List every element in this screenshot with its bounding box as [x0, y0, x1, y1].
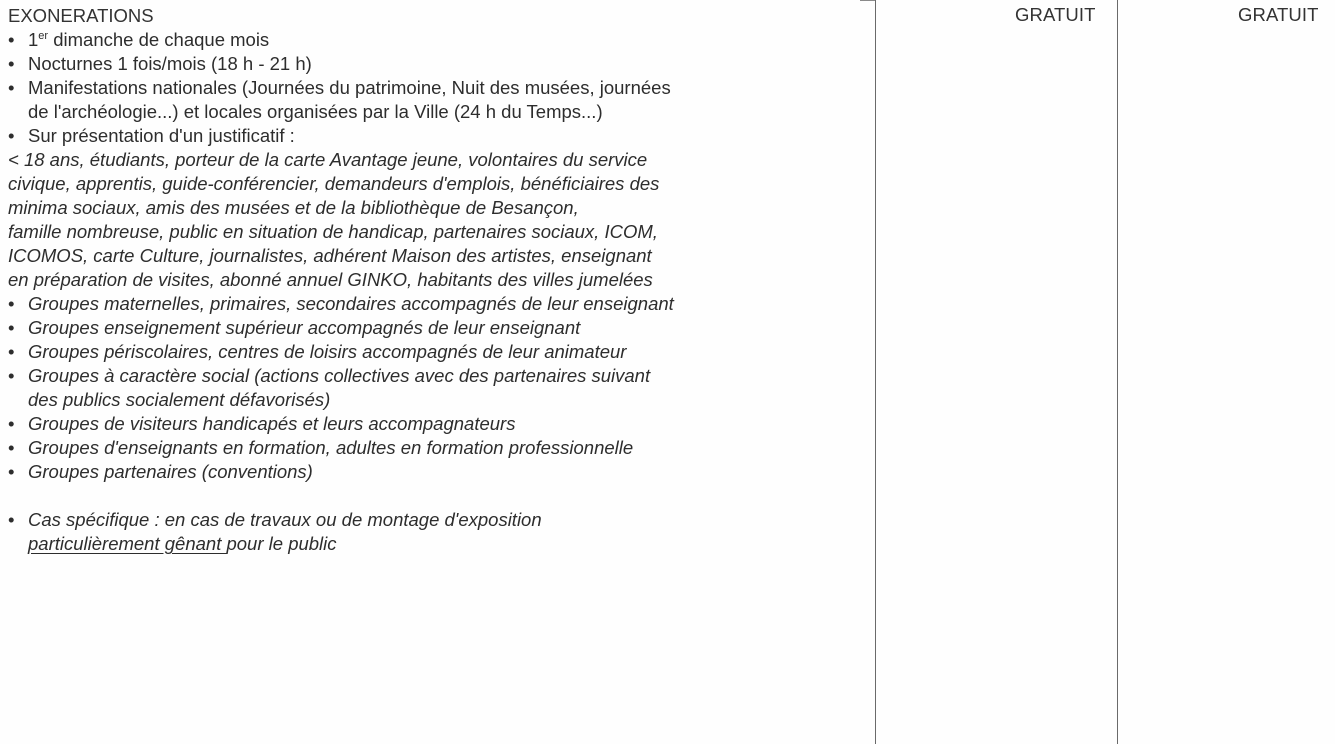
spacer — [8, 484, 868, 508]
beneficiaires-line: en préparation de visites, abonné annuel GINKO, habitants des villes jumelées — [8, 269, 653, 290]
list-item-groupes-superieur: • Groupes enseignement supérieur accompagnés de leur enseignant — [8, 317, 581, 338]
price-cell-col1: GRATUIT — [1015, 4, 1096, 25]
column-divider-1 — [875, 0, 876, 744]
list-item-groupes-scolaires: • Groupes maternelles, primaires, secondaires accompagnés de leur enseignant — [8, 293, 674, 314]
bullet: • — [8, 29, 15, 50]
list-item-groupes-formation: • Groupes d'enseignants en formation, adultes en formation professionnelle — [8, 437, 634, 458]
list-item-justificatif: • Sur présentation d'un justificatif : — [8, 125, 295, 146]
list-item-groupes-partenaires: • Groupes partenaires (conventions) — [8, 461, 313, 482]
section-heading: EXONERATIONS — [8, 5, 154, 26]
beneficiaires-line: famille nombreuse, public en situation de handicap, partenaires sociaux, ICOM, — [8, 221, 658, 242]
bullet: • — [8, 125, 15, 146]
underlined-text: particulièrement gênant — [28, 533, 227, 554]
bullet: • — [8, 437, 15, 458]
beneficiaires-line: ICOMOS, carte Culture, journalistes, adhérent Maison des artistes, enseignant — [8, 245, 652, 266]
list-item-first-sunday: • 1er dimanche de chaque mois — [8, 29, 270, 50]
bullet: • — [8, 509, 15, 530]
list-item-groupes-periscolaires: • Groupes périscolaires, centres de loisirs accompagnés de leur animateur — [8, 341, 627, 362]
table-top-border — [860, 0, 876, 1]
list-item-cas-specifique-cont: particulièrement gênant pour le public — [28, 533, 337, 554]
bullet: • — [8, 53, 15, 74]
exonerations-cell — [8, 4, 868, 556]
bullet: • — [8, 77, 15, 98]
list-item-manifestations-cont: de l'archéologie...) et locales organisées par la Ville (24 h du Temps...) — [28, 101, 603, 122]
beneficiaires-line: < 18 ans, étudiants, porteur de la carte Avantage jeune, volontaires du service — [8, 149, 648, 170]
bullet: • — [8, 317, 15, 338]
bullet: • — [8, 461, 15, 482]
list-item-cas-specifique: • Cas spécifique : en cas de travaux ou de montage d'exposition — [8, 509, 542, 530]
bullet: • — [8, 413, 15, 434]
list-item-nocturnes: • Nocturnes 1 fois/mois (18 h - 21 h) — [8, 53, 312, 74]
price-cell-col2: GRATUIT — [1238, 4, 1319, 25]
list-item-groupes-social: • Groupes à caractère social (actions collectives avec des partenaires suivant — [8, 365, 651, 386]
list-item-groupes-handicap: • Groupes de visiteurs handicapés et leurs accompagnateurs — [8, 413, 516, 434]
column-divider-2 — [1117, 0, 1118, 744]
bullet: • — [8, 365, 15, 386]
list-item-manifestations: • Manifestations nationales (Journées du patrimoine, Nuit des musées, journées — [8, 77, 671, 98]
beneficiaires-line: civique, apprentis, guide-conférencier, demandeurs d'emplois, bénéficiaires des — [8, 173, 660, 194]
bullet: • — [8, 293, 15, 314]
beneficiaires-line: minima sociaux, amis des musées et de la bibliothèque de Besançon, — [8, 197, 579, 218]
list-item-groupes-social-cont: des publics socialement défavorisés) — [28, 389, 331, 410]
bullet: • — [8, 341, 15, 362]
